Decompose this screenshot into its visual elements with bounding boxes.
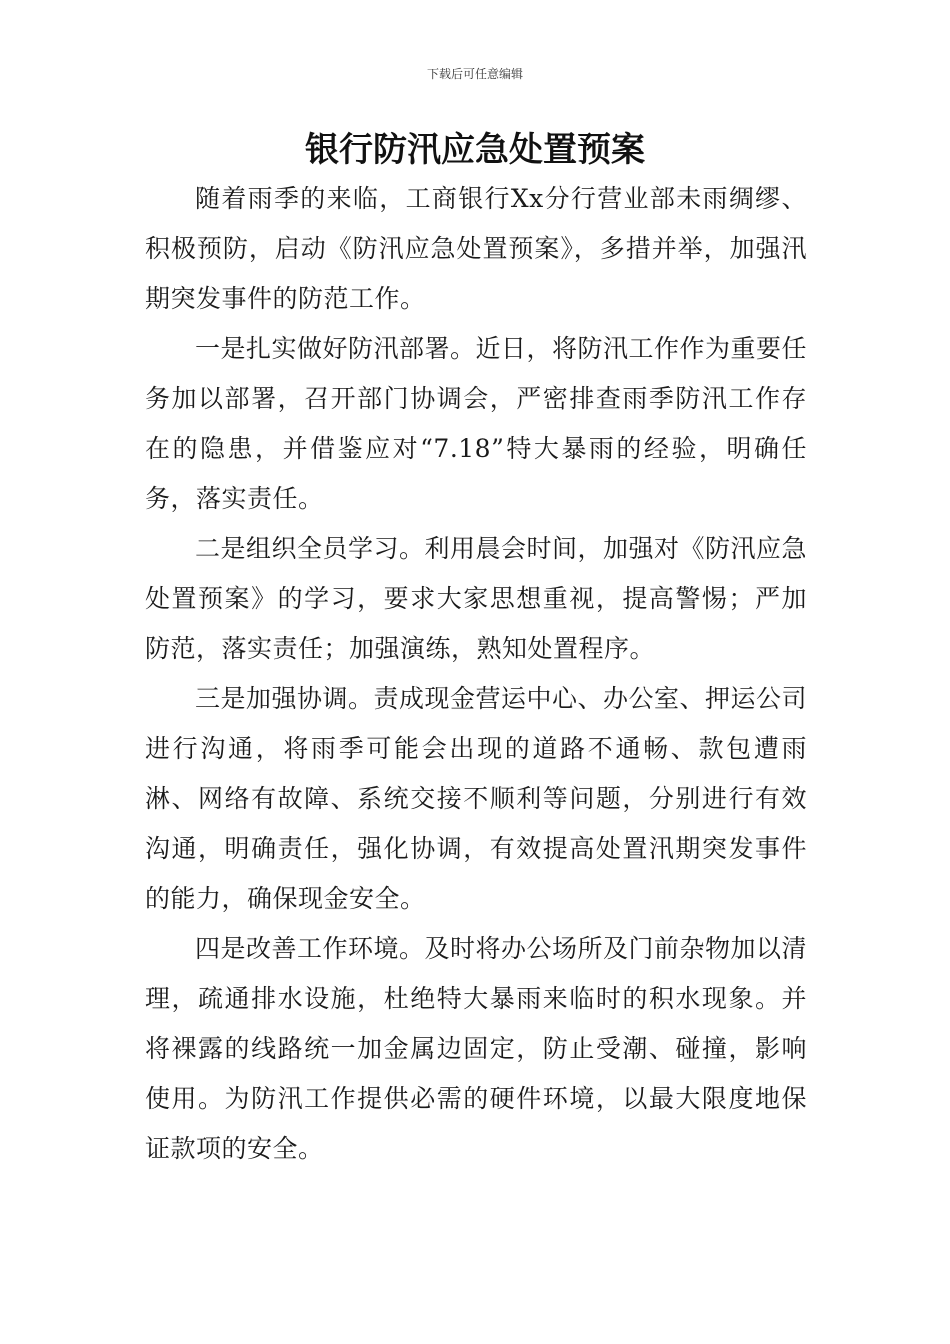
document-title: 银行防汛应急处置预案 (305, 130, 645, 170)
paragraph-intro: 随着雨季的来临，工商银行Xx分行营业部未雨绸缪、积极预防，启动《防汛应急处置预案》，多措并举，加强汛期突发事件的防范工作。 (145, 184, 807, 313)
paragraph-point-2: 二是组织全员学习。利用晨会时间，加强对《防汛应急处置预案》的学习，要求大家思想重视，提高警惕；严加防范，落实责任；加强演练，熟知处置程序。 (145, 534, 808, 663)
header-note: 下载后可任意编辑 (426, 67, 523, 81)
paragraph-point-3: 三是加强协调。责成现金营运中心、办公室、押运公司进行沟通，将雨季可能会出现的道路不通畅、款包遭雨淋、网络有故障、系统交接不顺利等问题，分别进行有效沟通，明确责任，强化协调，有效提高处置汛期突发事件的能力，确保现金安全。 (145, 684, 808, 913)
paragraph-point-1: 一是扎实做好防汛部署。近日，将防汛工作作为重要任务加以部署，召开部门协调会，严密排查雨季防汛工作存在的隐患，并借鉴应对“7.18”特大暴雨的经验，明确任务，落实责任。 (145, 334, 808, 513)
paragraph-point-4: 四是改善工作环境。及时将办公场所及门前杂物加以清理，疏通排水设施，杜绝特大暴雨来临时的积水现象。并将裸露的线路统一加金属边固定，防止受潮、碰撞，影响使用。为防汛工作提供必需的硬件环境，以最大限度地保证款项的安全。 (145, 934, 808, 1163)
document-body (145, 174, 807, 1174)
